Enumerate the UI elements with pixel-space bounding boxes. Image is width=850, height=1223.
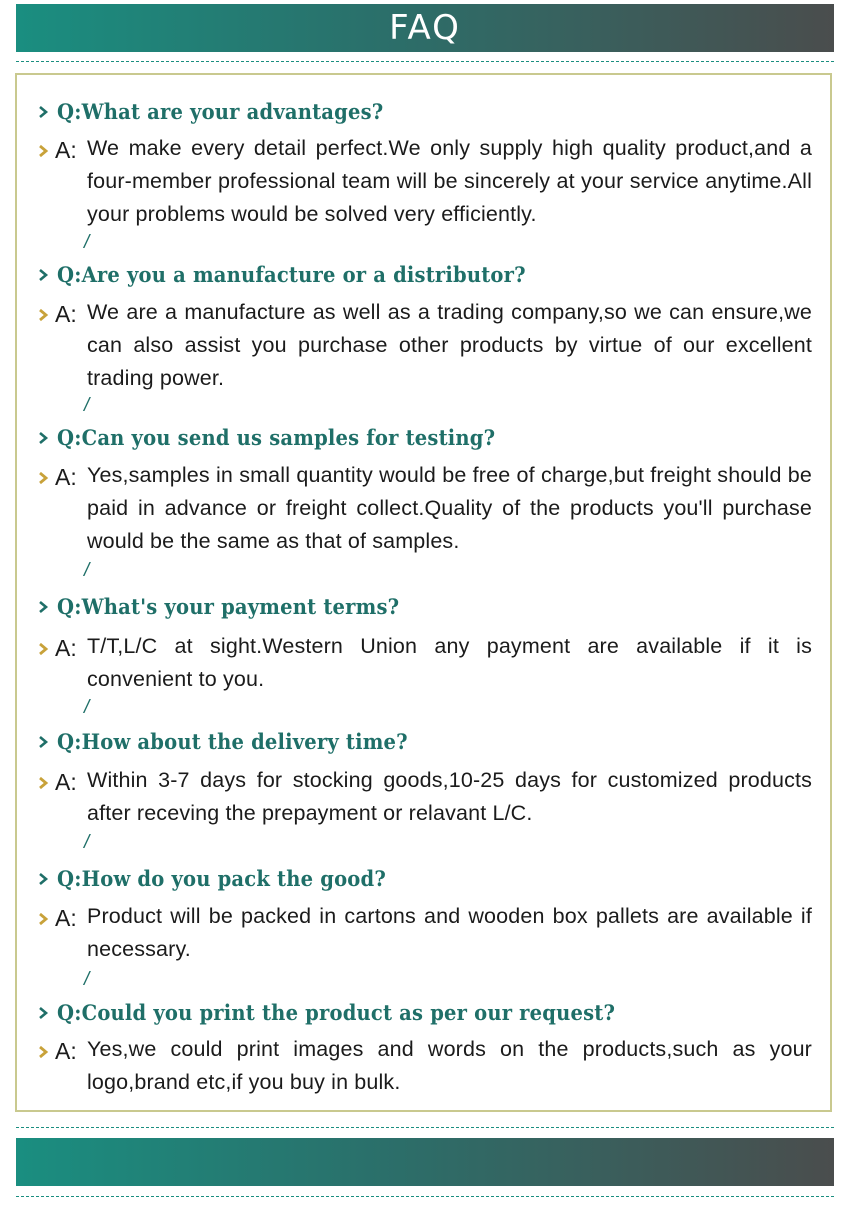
question-text: Q:Could you print the product as per our request? bbox=[57, 1000, 616, 1025]
answer-label: A: bbox=[55, 301, 77, 327]
chevron-right-icon bbox=[37, 265, 51, 285]
answer-label: A: bbox=[55, 1038, 77, 1064]
faq-answer-5: Within 3-7 days for stocking goods,10-25 days for customized products after receving the prepayment or relavant L/C. bbox=[87, 768, 812, 825]
separator-slash: / bbox=[84, 560, 90, 581]
faq-answer-4: T/T,L/C at sight.Western Union any payment are available if it is convenient to you. bbox=[87, 634, 812, 691]
answer-marker-2 bbox=[37, 301, 77, 328]
question-text: Q:Are you a manufacture or a distributor? bbox=[57, 262, 526, 287]
chevron-right-icon bbox=[37, 468, 51, 488]
bottom-divider-upper bbox=[16, 1127, 834, 1128]
bottom-divider-lower bbox=[16, 1196, 834, 1197]
faq-answer-6: Product will be packed in cartons and wooden box pallets are available if necessary. bbox=[87, 904, 812, 961]
question-text: Q:What are your advantages? bbox=[57, 99, 384, 124]
faq-question-1 bbox=[37, 99, 408, 124]
chevron-right-icon bbox=[37, 639, 51, 659]
footer-bar bbox=[16, 1138, 834, 1186]
faq-question-4 bbox=[37, 594, 425, 619]
answer-label: A: bbox=[55, 905, 77, 931]
question-text: Q:Can you send us samples for testing? bbox=[57, 425, 496, 450]
answer-marker-4 bbox=[37, 635, 77, 662]
separator-slash: / bbox=[84, 395, 90, 416]
chevron-right-icon bbox=[37, 869, 51, 889]
chevron-right-icon bbox=[37, 773, 51, 793]
faq-question-6 bbox=[37, 866, 411, 891]
question-text: Q:How do you pack the good? bbox=[57, 866, 386, 891]
page-title: FAQ bbox=[389, 8, 461, 48]
faq-answer-1: We make every detail perfect.We only supply high quality product,and a four-member professional team will be sincerely at your service anytime.All your problems would be solved very efficiently. bbox=[87, 136, 812, 226]
answer-marker-5 bbox=[37, 769, 77, 796]
separator-slash: / bbox=[84, 697, 90, 718]
question-text: Q:What's your payment terms? bbox=[57, 594, 400, 619]
chevron-right-icon bbox=[37, 1003, 51, 1023]
faq-answer-2: We are a manufacture as well as a trading company,so we can ensure,we can also assist you purchase other products by virtue of our excellent trading power. bbox=[87, 300, 812, 390]
answer-label: A: bbox=[55, 635, 77, 661]
chevron-right-icon bbox=[37, 102, 51, 122]
faq-question-7 bbox=[37, 1000, 657, 1025]
answer-label: A: bbox=[55, 769, 77, 795]
faq-question-3 bbox=[37, 425, 528, 450]
chevron-right-icon bbox=[37, 428, 51, 448]
top-divider bbox=[16, 61, 834, 62]
faq-answer-7: Yes,we could print images and words on the products,such as your logo,brand etc,if you buy in bulk. bbox=[87, 1037, 812, 1094]
faq-question-5 bbox=[37, 729, 434, 754]
chevron-right-icon bbox=[37, 305, 51, 325]
chevron-right-icon bbox=[37, 141, 51, 161]
separator-slash: / bbox=[84, 832, 90, 853]
chevron-right-icon bbox=[37, 597, 51, 617]
faq-answer-3: Yes,samples in small quantity would be free of charge,but freight should be paid in advance or freight collect.Quality of the products you'll purchase would be the same as that of samples. bbox=[87, 463, 812, 553]
question-text: Q:How about the delivery time? bbox=[57, 729, 408, 754]
answer-marker-7 bbox=[37, 1038, 77, 1065]
faq-box bbox=[15, 73, 832, 1112]
answer-marker-3 bbox=[37, 464, 77, 491]
separator-slash: / bbox=[84, 232, 90, 253]
separator-slash: / bbox=[84, 969, 90, 990]
answer-marker-1 bbox=[37, 137, 77, 164]
header-bar bbox=[16, 4, 834, 52]
faq-question-2 bbox=[37, 262, 561, 287]
chevron-right-icon bbox=[37, 732, 51, 752]
chevron-right-icon bbox=[37, 909, 51, 929]
answer-label: A: bbox=[55, 464, 77, 490]
answer-label: A: bbox=[55, 137, 77, 163]
chevron-right-icon bbox=[37, 1042, 51, 1062]
answer-marker-6 bbox=[37, 905, 77, 932]
